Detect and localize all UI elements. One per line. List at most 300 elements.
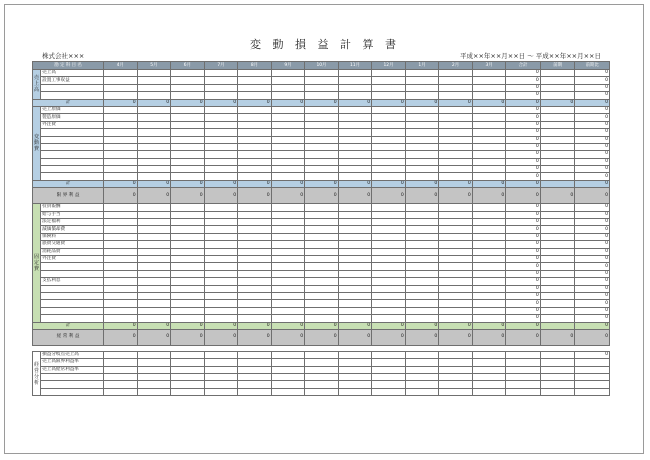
month-cell[interactable] [372, 121, 406, 128]
month-cell[interactable] [439, 263, 473, 270]
month-cell[interactable] [338, 366, 372, 373]
month-cell[interactable] [204, 151, 238, 158]
total-cell[interactable] [506, 359, 541, 366]
month-cell[interactable] [204, 300, 238, 307]
prev-cell[interactable] [540, 263, 575, 270]
month-cell[interactable] [405, 233, 439, 240]
month-cell[interactable] [137, 70, 171, 77]
month-cell[interactable] [405, 70, 439, 77]
month-cell[interactable] [271, 173, 305, 180]
month-cell[interactable] [238, 92, 272, 99]
month-cell[interactable] [271, 270, 305, 277]
month-cell[interactable] [439, 359, 473, 366]
month-cell[interactable] [439, 381, 473, 388]
month-cell[interactable] [338, 211, 372, 218]
month-cell[interactable] [372, 381, 406, 388]
month-cell[interactable] [439, 211, 473, 218]
month-cell[interactable] [305, 173, 339, 180]
prev-cell[interactable] [540, 129, 575, 136]
prev-cell[interactable] [540, 84, 575, 91]
month-cell[interactable] [338, 381, 372, 388]
month-cell[interactable] [104, 173, 138, 180]
month-cell[interactable] [372, 226, 406, 233]
month-cell[interactable] [439, 136, 473, 143]
month-cell[interactable] [372, 158, 406, 165]
month-cell[interactable] [104, 285, 138, 292]
month-cell[interactable] [238, 248, 272, 255]
month-cell[interactable] [238, 351, 272, 358]
month-cell[interactable] [238, 84, 272, 91]
month-cell[interactable] [204, 226, 238, 233]
month-cell[interactable] [271, 388, 305, 395]
month-cell[interactable] [238, 114, 272, 121]
month-cell[interactable] [372, 92, 406, 99]
month-cell[interactable] [338, 166, 372, 173]
prev-cell[interactable] [540, 151, 575, 158]
month-cell[interactable] [171, 106, 205, 113]
month-cell[interactable] [372, 77, 406, 84]
month-cell[interactable] [204, 219, 238, 226]
month-cell[interactable] [372, 233, 406, 240]
month-cell[interactable] [372, 388, 406, 395]
month-cell[interactable] [137, 278, 171, 285]
month-cell[interactable] [104, 129, 138, 136]
prev-cell[interactable] [540, 366, 575, 373]
month-cell[interactable] [372, 166, 406, 173]
month-cell[interactable] [338, 292, 372, 299]
month-cell[interactable] [137, 366, 171, 373]
month-cell[interactable] [338, 158, 372, 165]
month-cell[interactable] [472, 70, 506, 77]
month-cell[interactable] [171, 92, 205, 99]
month-cell[interactable] [171, 166, 205, 173]
prev-cell[interactable] [540, 292, 575, 299]
month-cell[interactable] [271, 315, 305, 322]
month-cell[interactable] [472, 351, 506, 358]
month-cell[interactable] [238, 381, 272, 388]
month-cell[interactable] [137, 136, 171, 143]
total-cell[interactable] [506, 351, 541, 358]
month-cell[interactable] [372, 114, 406, 121]
month-cell[interactable] [204, 285, 238, 292]
month-cell[interactable] [171, 114, 205, 121]
prev-cell[interactable] [540, 92, 575, 99]
month-cell[interactable] [372, 315, 406, 322]
month-cell[interactable] [271, 158, 305, 165]
month-cell[interactable] [171, 248, 205, 255]
month-cell[interactable] [104, 219, 138, 226]
month-cell[interactable] [204, 278, 238, 285]
month-cell[interactable] [238, 233, 272, 240]
month-cell[interactable] [338, 351, 372, 358]
month-cell[interactable] [238, 211, 272, 218]
month-cell[interactable] [372, 359, 406, 366]
month-cell[interactable] [104, 374, 138, 381]
month-cell[interactable] [104, 381, 138, 388]
month-cell[interactable] [305, 70, 339, 77]
month-cell[interactable] [405, 143, 439, 150]
month-cell[interactable] [104, 70, 138, 77]
month-cell[interactable] [204, 366, 238, 373]
month-cell[interactable] [439, 351, 473, 358]
month-cell[interactable] [372, 351, 406, 358]
month-cell[interactable] [405, 106, 439, 113]
month-cell[interactable] [338, 255, 372, 262]
month-cell[interactable] [472, 248, 506, 255]
month-cell[interactable] [104, 263, 138, 270]
month-cell[interactable] [338, 143, 372, 150]
month-cell[interactable] [305, 211, 339, 218]
month-cell[interactable] [204, 233, 238, 240]
month-cell[interactable] [271, 143, 305, 150]
month-cell[interactable] [439, 77, 473, 84]
month-cell[interactable] [137, 270, 171, 277]
month-cell[interactable] [137, 121, 171, 128]
month-cell[interactable] [338, 92, 372, 99]
month-cell[interactable] [271, 366, 305, 373]
month-cell[interactable] [439, 226, 473, 233]
month-cell[interactable] [305, 278, 339, 285]
month-cell[interactable] [338, 270, 372, 277]
month-cell[interactable] [238, 121, 272, 128]
month-cell[interactable] [439, 114, 473, 121]
month-cell[interactable] [137, 241, 171, 248]
month-cell[interactable] [238, 151, 272, 158]
month-cell[interactable] [305, 315, 339, 322]
month-cell[interactable] [137, 77, 171, 84]
month-cell[interactable] [439, 204, 473, 211]
month-cell[interactable] [439, 255, 473, 262]
month-cell[interactable] [305, 143, 339, 150]
month-cell[interactable] [305, 84, 339, 91]
month-cell[interactable] [204, 374, 238, 381]
month-cell[interactable] [439, 70, 473, 77]
month-cell[interactable] [372, 106, 406, 113]
month-cell[interactable] [305, 166, 339, 173]
month-cell[interactable] [271, 204, 305, 211]
month-cell[interactable] [171, 151, 205, 158]
prev-cell[interactable] [540, 114, 575, 121]
month-cell[interactable] [271, 92, 305, 99]
month-cell[interactable] [305, 241, 339, 248]
month-cell[interactable] [372, 278, 406, 285]
month-cell[interactable] [204, 173, 238, 180]
month-cell[interactable] [137, 143, 171, 150]
month-cell[interactable] [271, 106, 305, 113]
month-cell[interactable] [338, 219, 372, 226]
prev-cell[interactable] [540, 248, 575, 255]
month-cell[interactable] [238, 226, 272, 233]
month-cell[interactable] [472, 359, 506, 366]
prev-cell[interactable] [540, 278, 575, 285]
month-cell[interactable] [204, 292, 238, 299]
month-cell[interactable] [137, 388, 171, 395]
month-cell[interactable] [271, 226, 305, 233]
month-cell[interactable] [271, 285, 305, 292]
month-cell[interactable] [472, 129, 506, 136]
prev-cell[interactable] [540, 351, 575, 358]
month-cell[interactable] [171, 366, 205, 373]
month-cell[interactable] [338, 106, 372, 113]
month-cell[interactable] [439, 121, 473, 128]
month-cell[interactable] [171, 70, 205, 77]
month-cell[interactable] [338, 121, 372, 128]
month-cell[interactable] [137, 359, 171, 366]
month-cell[interactable] [104, 84, 138, 91]
month-cell[interactable] [171, 351, 205, 358]
month-cell[interactable] [204, 248, 238, 255]
month-cell[interactable] [104, 121, 138, 128]
month-cell[interactable] [405, 388, 439, 395]
month-cell[interactable] [305, 114, 339, 121]
month-cell[interactable] [238, 136, 272, 143]
month-cell[interactable] [171, 136, 205, 143]
month-cell[interactable] [104, 278, 138, 285]
prev-cell[interactable] [540, 136, 575, 143]
month-cell[interactable] [305, 233, 339, 240]
month-cell[interactable] [204, 121, 238, 128]
prev-cell[interactable] [540, 106, 575, 113]
month-cell[interactable] [271, 351, 305, 358]
month-cell[interactable] [305, 300, 339, 307]
month-cell[interactable] [204, 70, 238, 77]
month-cell[interactable] [439, 285, 473, 292]
total-cell[interactable] [506, 374, 541, 381]
month-cell[interactable] [238, 270, 272, 277]
month-cell[interactable] [238, 70, 272, 77]
total-cell[interactable] [506, 388, 541, 395]
month-cell[interactable] [372, 211, 406, 218]
month-cell[interactable] [439, 166, 473, 173]
month-cell[interactable] [171, 77, 205, 84]
month-cell[interactable] [405, 241, 439, 248]
month-cell[interactable] [439, 300, 473, 307]
month-cell[interactable] [305, 226, 339, 233]
month-cell[interactable] [271, 70, 305, 77]
prev-cell[interactable] [540, 70, 575, 77]
total-cell[interactable] [506, 381, 541, 388]
month-cell[interactable] [171, 263, 205, 270]
month-cell[interactable] [104, 158, 138, 165]
month-cell[interactable] [104, 106, 138, 113]
month-cell[interactable] [238, 143, 272, 150]
prev-cell[interactable] [540, 211, 575, 218]
month-cell[interactable] [238, 166, 272, 173]
month-cell[interactable] [137, 315, 171, 322]
month-cell[interactable] [372, 219, 406, 226]
month-cell[interactable] [104, 388, 138, 395]
month-cell[interactable] [137, 292, 171, 299]
month-cell[interactable] [204, 77, 238, 84]
month-cell[interactable] [104, 270, 138, 277]
month-cell[interactable] [439, 84, 473, 91]
month-cell[interactable] [305, 106, 339, 113]
month-cell[interactable] [137, 351, 171, 358]
prev-cell[interactable] [540, 381, 575, 388]
month-cell[interactable] [305, 307, 339, 314]
month-cell[interactable] [405, 173, 439, 180]
month-cell[interactable] [472, 241, 506, 248]
month-cell[interactable] [238, 263, 272, 270]
month-cell[interactable] [137, 106, 171, 113]
month-cell[interactable] [204, 263, 238, 270]
month-cell[interactable] [472, 136, 506, 143]
month-cell[interactable] [439, 158, 473, 165]
month-cell[interactable] [472, 366, 506, 373]
month-cell[interactable] [137, 248, 171, 255]
month-cell[interactable] [104, 233, 138, 240]
month-cell[interactable] [472, 77, 506, 84]
month-cell[interactable] [305, 92, 339, 99]
month-cell[interactable] [171, 226, 205, 233]
prev-cell[interactable] [540, 173, 575, 180]
prev-cell[interactable] [540, 204, 575, 211]
month-cell[interactable] [137, 84, 171, 91]
month-cell[interactable] [137, 374, 171, 381]
month-cell[interactable] [338, 263, 372, 270]
month-cell[interactable] [472, 226, 506, 233]
month-cell[interactable] [405, 381, 439, 388]
month-cell[interactable] [472, 285, 506, 292]
month-cell[interactable] [204, 84, 238, 91]
month-cell[interactable] [405, 84, 439, 91]
month-cell[interactable] [238, 285, 272, 292]
month-cell[interactable] [137, 285, 171, 292]
month-cell[interactable] [204, 92, 238, 99]
month-cell[interactable] [372, 307, 406, 314]
month-cell[interactable] [104, 211, 138, 218]
month-cell[interactable] [137, 307, 171, 314]
month-cell[interactable] [171, 307, 205, 314]
month-cell[interactable] [104, 366, 138, 373]
prev-cell[interactable] [540, 143, 575, 150]
month-cell[interactable] [104, 241, 138, 248]
month-cell[interactable] [472, 374, 506, 381]
month-cell[interactable] [271, 263, 305, 270]
month-cell[interactable] [472, 278, 506, 285]
month-cell[interactable] [305, 219, 339, 226]
month-cell[interactable] [137, 300, 171, 307]
month-cell[interactable] [204, 166, 238, 173]
month-cell[interactable] [171, 84, 205, 91]
month-cell[interactable] [238, 255, 272, 262]
month-cell[interactable] [204, 136, 238, 143]
month-cell[interactable] [305, 381, 339, 388]
month-cell[interactable] [338, 70, 372, 77]
month-cell[interactable] [104, 292, 138, 299]
month-cell[interactable] [137, 129, 171, 136]
month-cell[interactable] [305, 204, 339, 211]
month-cell[interactable] [472, 307, 506, 314]
month-cell[interactable] [472, 219, 506, 226]
month-cell[interactable] [204, 211, 238, 218]
month-cell[interactable] [305, 255, 339, 262]
month-cell[interactable] [238, 300, 272, 307]
month-cell[interactable] [238, 129, 272, 136]
month-cell[interactable] [405, 92, 439, 99]
month-cell[interactable] [137, 255, 171, 262]
month-cell[interactable] [372, 285, 406, 292]
month-cell[interactable] [439, 143, 473, 150]
month-cell[interactable] [439, 219, 473, 226]
month-cell[interactable] [204, 106, 238, 113]
month-cell[interactable] [171, 300, 205, 307]
month-cell[interactable] [305, 248, 339, 255]
month-cell[interactable] [305, 270, 339, 277]
month-cell[interactable] [405, 351, 439, 358]
month-cell[interactable] [439, 106, 473, 113]
month-cell[interactable] [405, 136, 439, 143]
month-cell[interactable] [405, 366, 439, 373]
month-cell[interactable] [372, 70, 406, 77]
month-cell[interactable] [204, 204, 238, 211]
month-cell[interactable] [238, 173, 272, 180]
month-cell[interactable] [305, 292, 339, 299]
month-cell[interactable] [439, 129, 473, 136]
month-cell[interactable] [137, 219, 171, 226]
month-cell[interactable] [204, 129, 238, 136]
month-cell[interactable] [338, 173, 372, 180]
month-cell[interactable] [439, 92, 473, 99]
month-cell[interactable] [238, 359, 272, 366]
month-cell[interactable] [171, 374, 205, 381]
month-cell[interactable] [104, 226, 138, 233]
month-cell[interactable] [472, 158, 506, 165]
month-cell[interactable] [104, 248, 138, 255]
month-cell[interactable] [472, 233, 506, 240]
month-cell[interactable] [171, 158, 205, 165]
prev-cell[interactable] [540, 241, 575, 248]
month-cell[interactable] [238, 204, 272, 211]
month-cell[interactable] [472, 84, 506, 91]
month-cell[interactable] [171, 285, 205, 292]
month-cell[interactable] [271, 381, 305, 388]
month-cell[interactable] [238, 315, 272, 322]
month-cell[interactable] [372, 241, 406, 248]
month-cell[interactable] [271, 307, 305, 314]
total-cell[interactable] [506, 366, 541, 373]
month-cell[interactable] [372, 374, 406, 381]
month-cell[interactable] [439, 173, 473, 180]
month-cell[interactable] [305, 366, 339, 373]
month-cell[interactable] [305, 263, 339, 270]
month-cell[interactable] [405, 77, 439, 84]
month-cell[interactable] [271, 255, 305, 262]
month-cell[interactable] [137, 233, 171, 240]
month-cell[interactable] [238, 241, 272, 248]
month-cell[interactable] [305, 121, 339, 128]
month-cell[interactable] [171, 359, 205, 366]
prev-cell[interactable] [540, 233, 575, 240]
month-cell[interactable] [439, 151, 473, 158]
month-cell[interactable] [137, 226, 171, 233]
month-cell[interactable] [439, 388, 473, 395]
prev-cell[interactable] [540, 77, 575, 84]
month-cell[interactable] [439, 292, 473, 299]
month-cell[interactable] [472, 143, 506, 150]
prev-cell[interactable] [540, 226, 575, 233]
month-cell[interactable] [405, 315, 439, 322]
month-cell[interactable] [137, 381, 171, 388]
month-cell[interactable] [338, 77, 372, 84]
month-cell[interactable] [171, 173, 205, 180]
month-cell[interactable] [238, 158, 272, 165]
month-cell[interactable] [405, 226, 439, 233]
month-cell[interactable] [338, 374, 372, 381]
month-cell[interactable] [305, 388, 339, 395]
month-cell[interactable] [204, 381, 238, 388]
month-cell[interactable] [137, 263, 171, 270]
